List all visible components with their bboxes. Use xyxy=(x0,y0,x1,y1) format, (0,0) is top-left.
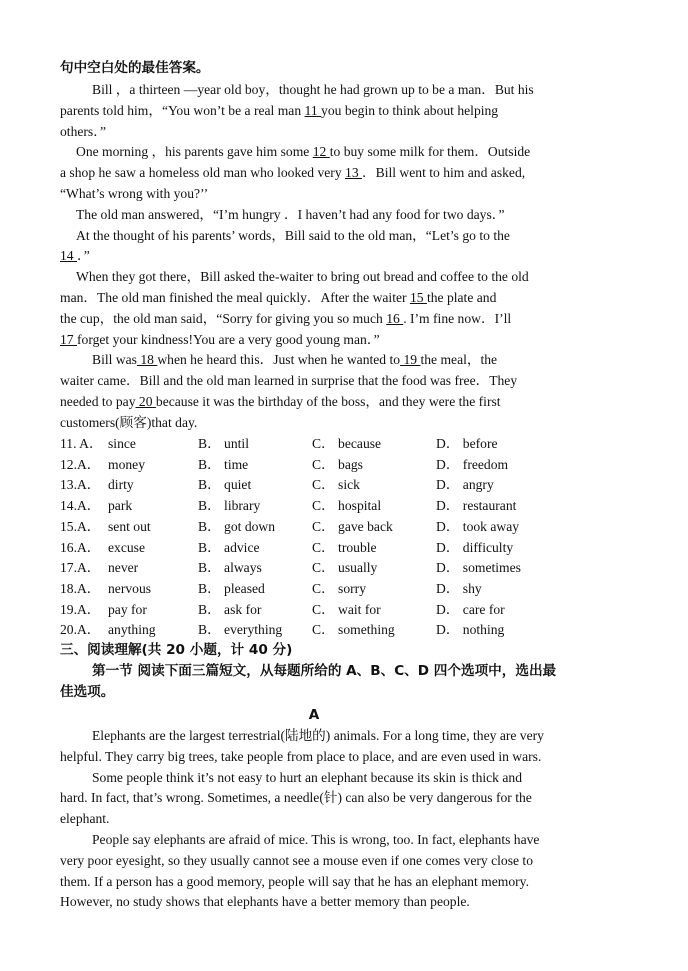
option-a: nervous xyxy=(108,580,152,596)
option-b: B． pleased xyxy=(198,580,265,596)
option-row xyxy=(60,620,620,640)
cloze-line xyxy=(60,246,640,266)
question-number: 19.A． xyxy=(60,601,101,617)
question-number: 13.A． xyxy=(60,477,101,493)
option-row xyxy=(60,558,620,578)
option-c: C． because xyxy=(312,436,382,451)
question-number: 11. A． xyxy=(60,436,103,451)
option-c: C． wait for xyxy=(312,601,381,617)
question-number: 17.A． xyxy=(60,560,101,576)
cloze-line xyxy=(60,142,656,162)
option-d: D． care for xyxy=(436,601,505,617)
passage-line: Elephants are the largest terrestrial(陆地的) animals. For a long time, they are very xyxy=(92,728,544,743)
cloze-line xyxy=(60,309,640,329)
option-row xyxy=(60,538,620,558)
cloze-line xyxy=(60,267,656,287)
cloze-line xyxy=(60,413,640,433)
question-number: 15.A． xyxy=(60,518,101,534)
question-number: 18.A． xyxy=(60,580,101,596)
passage-line: them. If a person has a good memory, people will say that he has an elephant memory. xyxy=(60,873,529,889)
cloze-text: Bill ，a thirteen —year old boy，thought he had grown up to be a man．But his xyxy=(92,82,534,97)
passage-line: However, no study shows that elephants have a better memory than people. xyxy=(60,894,470,910)
option-a: park xyxy=(108,498,133,514)
cloze-line xyxy=(60,330,640,350)
option-b: B． ask for xyxy=(198,601,262,617)
blank-number: 20 xyxy=(135,394,156,409)
option-a: dirty xyxy=(108,477,134,493)
cloze-text: needed to pay xyxy=(60,394,136,409)
cloze-text: customers(顾客)that day. xyxy=(60,414,198,430)
cloze-intro: 句中空白处的最佳答案。 xyxy=(60,60,210,76)
option-c: C． usually xyxy=(312,560,378,576)
cloze-text: parents told him，“You won’t be a real man xyxy=(60,102,305,118)
cloze-line xyxy=(60,205,656,225)
cloze-text: you begin to think about helping xyxy=(321,102,499,118)
option-d: D． difficulty xyxy=(436,539,514,555)
cloze-text: a shop he saw a homeless old man who looked very xyxy=(60,165,346,181)
cloze-line xyxy=(60,288,640,308)
cloze-text: the meal，the xyxy=(420,352,498,368)
option-c: C． trouble xyxy=(312,539,377,555)
option-d: D． took away xyxy=(436,518,520,534)
option-a: pay for xyxy=(108,601,147,617)
option-b: B． time xyxy=(198,456,249,472)
option-c: C． something xyxy=(312,622,395,638)
option-row xyxy=(60,517,620,537)
cloze-text: . I’m fine now．I’ll xyxy=(403,310,512,326)
blank-number: 14 xyxy=(60,248,77,264)
option-a: excuse xyxy=(108,539,145,555)
option-d: D． shy xyxy=(436,580,482,596)
blank-number: 19 xyxy=(400,352,421,368)
option-b: B． quiet xyxy=(198,477,252,493)
cloze-line xyxy=(60,80,672,100)
cloze-text: the cup，the old man said，“Sorry for giving you so much xyxy=(60,310,387,326)
cloze-text: man．The old man finished the meal quickly．After the waiter xyxy=(60,290,410,305)
cloze-line xyxy=(60,101,640,121)
blank-number: 12 xyxy=(312,144,330,160)
cloze-text: others．” xyxy=(60,123,107,139)
option-d: D． nothing xyxy=(436,622,505,638)
option-d: D． freedom xyxy=(436,456,509,472)
option-d: D． sometimes xyxy=(436,560,521,576)
option-a: money xyxy=(108,456,145,472)
blank-number: 16 xyxy=(386,310,404,326)
section-heading: 三、阅读理解(共 20 小题，计 40 分) xyxy=(60,642,293,658)
cloze-text: At the thought of his parents’ words，Bill said to the old man，“Let’s go to the xyxy=(76,227,510,243)
cloze-text: When they got there，Bill asked the-waiter to bring out bread and coffee to the old xyxy=(76,269,529,285)
section-instruction-line2: 佳选项。 xyxy=(60,684,115,700)
cloze-text: when he heard this．Just when he wanted to xyxy=(157,352,401,368)
option-b: B． advice xyxy=(198,539,260,555)
cloze-text: The old man answered，“I’m hungry ．I haven’t had any food for two days．” xyxy=(76,206,505,222)
option-b: B． library xyxy=(198,498,261,514)
cloze-text: “What’s wrong with you?’’ xyxy=(60,186,209,201)
option-a: sent out xyxy=(108,518,151,534)
option-row xyxy=(60,496,620,516)
option-b: B． until xyxy=(198,436,249,451)
option-b: B． got down xyxy=(198,518,276,534)
cloze-text: One morning ，his parents gave him some xyxy=(76,144,313,160)
cloze-line xyxy=(60,350,672,370)
blank-number: 15 xyxy=(409,290,427,305)
question-number: 14.A． xyxy=(60,498,101,514)
option-a: anything xyxy=(108,622,156,638)
section-instruction-line1: 第一节 阅读下面三篇短文，从每题所给的 A、B、C、D 四个选项中，选出最 xyxy=(92,663,557,679)
question-number: 12.A． xyxy=(60,456,101,472)
option-b: B． everything xyxy=(198,622,283,638)
question-number: 16.A． xyxy=(60,539,101,555)
cloze-text: waiter came．Bill and the old man learned in surprise that the food was free．They xyxy=(60,373,518,389)
cloze-line xyxy=(60,226,656,246)
option-a: since xyxy=(108,436,136,451)
blank-number: 13 xyxy=(345,165,363,181)
option-d: D． restaurant xyxy=(436,498,517,514)
cloze-text: because it was the birthday of the boss，and they were the first xyxy=(155,394,501,409)
cloze-text: to buy some milk for them．Outside xyxy=(329,144,531,160)
option-c: C． bags xyxy=(312,456,363,472)
passage-line: Some people think it’s not easy to hurt an elephant because its skin is thick and xyxy=(92,769,523,785)
cloze-text: ．” xyxy=(77,248,90,264)
option-row xyxy=(60,600,620,620)
passage-line: helpful. They carry big trees, take people from place to place, and are even used in wars. xyxy=(60,748,542,764)
option-b: B． always xyxy=(198,560,262,576)
passage-line: very poor eyesight, so they usually cannot see a mouse even if one comes very close to xyxy=(60,852,534,868)
question-number: 20.A． xyxy=(60,622,101,638)
passage-line: elephant. xyxy=(60,811,110,827)
option-d: D． before xyxy=(436,436,498,451)
option-row xyxy=(60,579,620,599)
cloze-text: the plate and xyxy=(426,290,497,305)
option-row xyxy=(60,455,620,475)
passage-title: A xyxy=(308,707,320,723)
cloze-line xyxy=(60,392,640,412)
passage-line: hard. In fact, that’s wrong. Sometimes, a needle(针) can also be very dangerous for the xyxy=(60,790,532,806)
cloze-line xyxy=(60,122,640,142)
blank-number: 11 xyxy=(304,102,322,118)
passage-line: People say elephants are afraid of mice. This is wrong, too. In fact, elephants have xyxy=(92,832,540,847)
option-c: C． gave back xyxy=(312,518,393,534)
option-row xyxy=(60,475,620,495)
blank-number: 17 xyxy=(60,331,77,347)
cloze-line xyxy=(60,371,640,391)
option-c: C． sorry xyxy=(312,580,366,596)
blank-number: 18 xyxy=(136,352,158,368)
option-row xyxy=(60,434,620,454)
cloze-line xyxy=(60,163,640,183)
option-c: C． sick xyxy=(312,477,360,493)
cloze-line xyxy=(60,184,640,204)
cloze-text: ．Bill went to him and asked, xyxy=(362,165,526,181)
option-d: D． angry xyxy=(436,477,494,493)
option-c: C． hospital xyxy=(312,498,382,514)
option-a: never xyxy=(108,560,139,576)
cloze-text: forget your kindness!You are a very good young man．” xyxy=(77,331,380,347)
cloze-text: Bill was xyxy=(92,352,137,368)
